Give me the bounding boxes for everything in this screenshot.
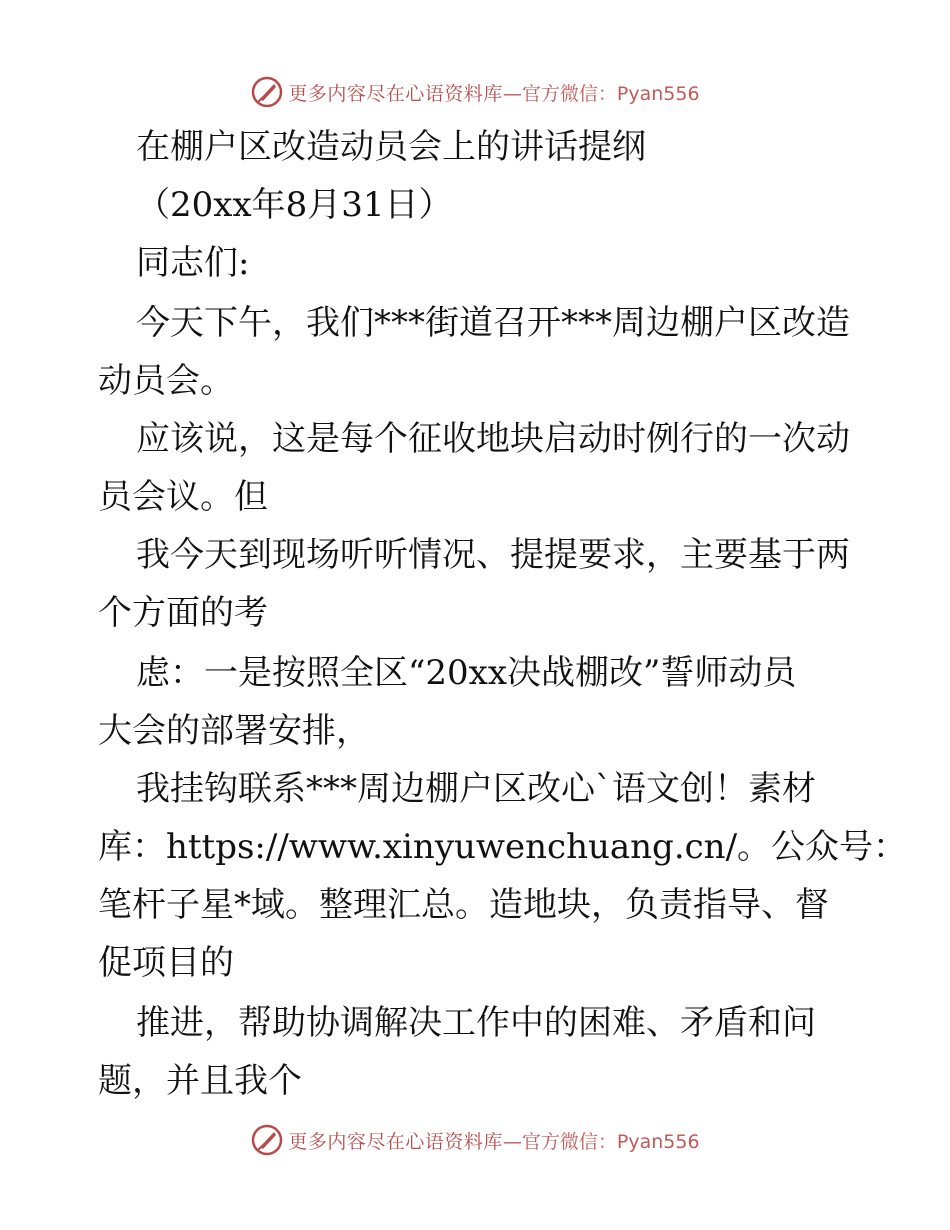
body-line: 我挂钩联系***周边棚户区改心`语文创！素材: [136, 769, 816, 809]
quill-logo-icon: [250, 1123, 284, 1157]
document-date: （20xx年8月31日）: [136, 185, 453, 225]
body-line: 员会议。但: [98, 477, 268, 517]
body-line: 促项目的: [98, 943, 234, 983]
body-line: 我今天到现场听听情况、提提要求，主要基于两: [136, 535, 850, 575]
body-line: 大会的部署安排，: [98, 711, 370, 751]
body-line: 今天下午，我们***街道召开***周边棚户区改造: [136, 303, 850, 343]
document-title: 在棚户区改造动员会上的讲话提纲: [136, 127, 646, 167]
salutation: 同志们:: [136, 243, 250, 283]
body-line: 题，并且我个: [98, 1061, 302, 1101]
body-line: 动员会。: [98, 361, 234, 401]
body-line: 虑：一是按照全区“20xx决战棚改”誓师动员: [136, 653, 797, 693]
banner-wechat-text: —官方微信：Pyan556: [502, 82, 700, 105]
body-line: 应该说，这是每个征收地块启动时例行的一次动: [136, 419, 850, 459]
body-line: 笔杆子星*域。整理汇总。造地块，负责指导、督: [98, 885, 829, 925]
quill-logo-icon: [250, 75, 284, 109]
banner-brand-text: 更多内容尽在心语资料库: [288, 82, 503, 105]
footer-banner: [0, 1120, 950, 1160]
banner-wechat-text: —官方微信：Pyan556: [502, 1130, 700, 1153]
body-line: 推进，帮助协调解决工作中的困难、矛盾和问: [136, 1003, 816, 1043]
body-line: 库：https://www.xinyuwenchuang.cn/。公众号：: [98, 827, 908, 867]
body-line: 个方面的考: [98, 593, 268, 633]
banner-brand-text: 更多内容尽在心语资料库: [288, 1130, 503, 1153]
header-banner: [0, 72, 950, 112]
